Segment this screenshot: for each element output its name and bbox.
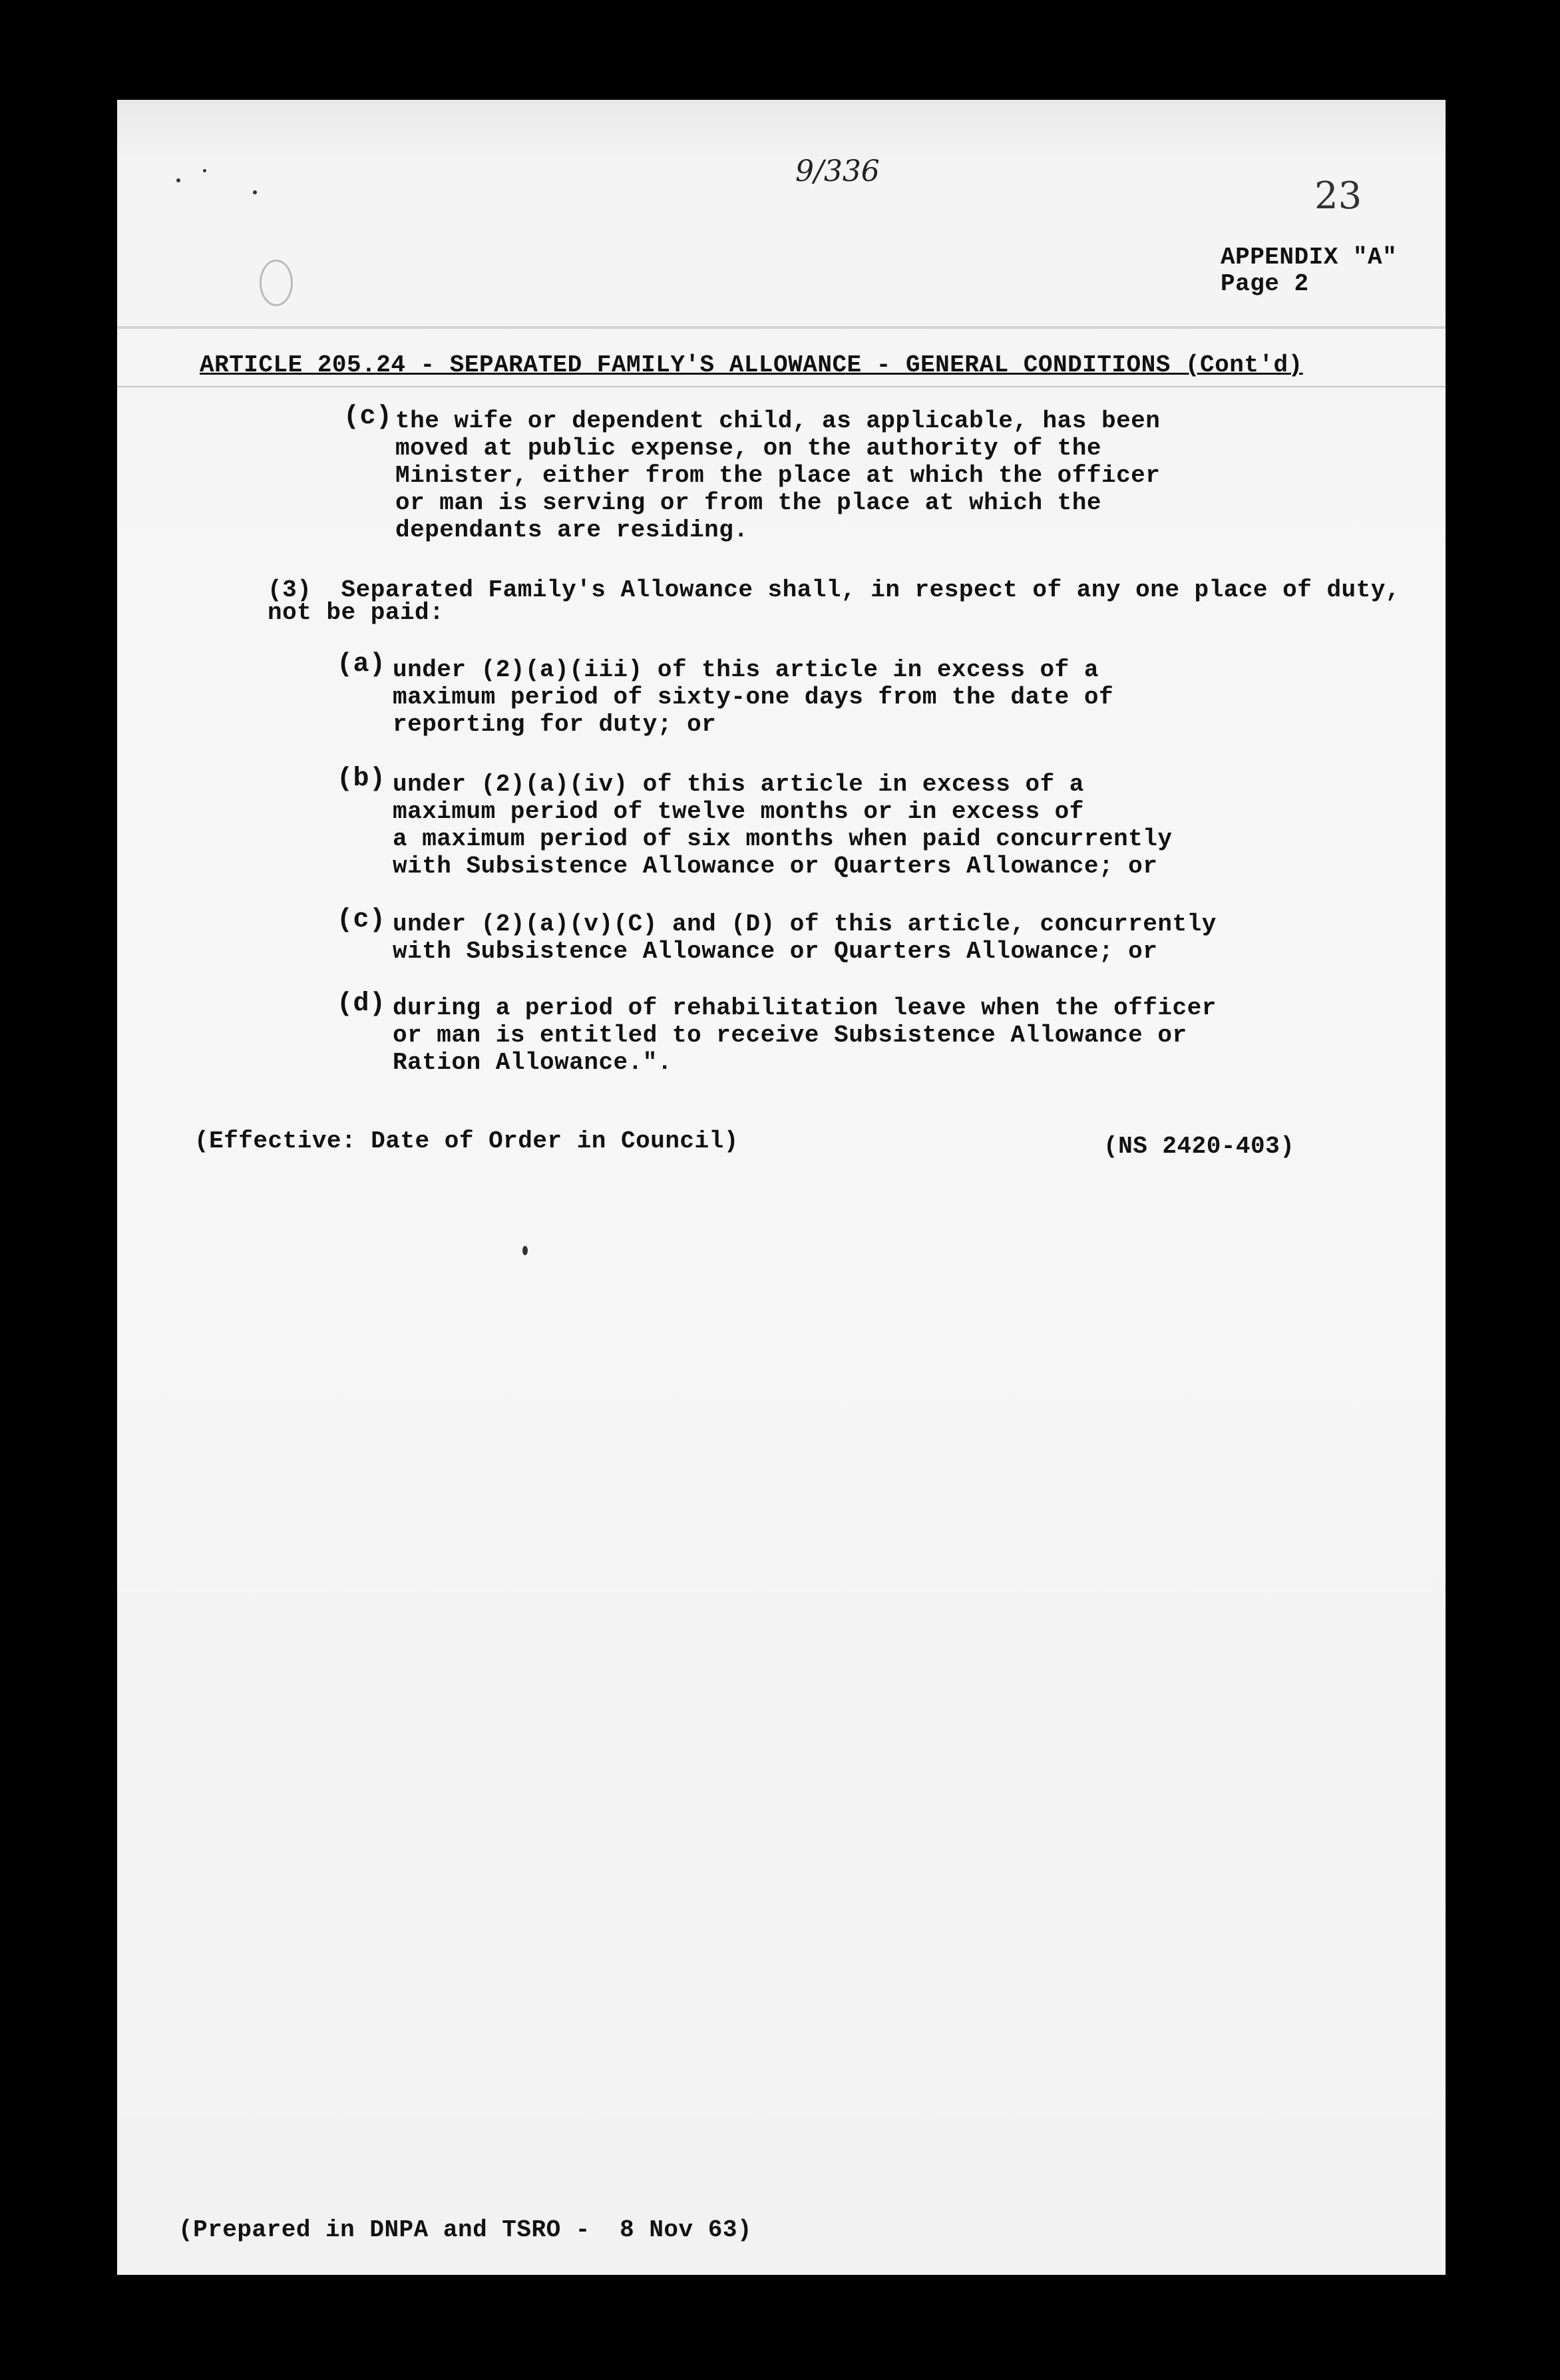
para-c-marker: (c)	[343, 402, 393, 432]
text-line: under (2)(a)(v)(C) and (D) of this article, concurrently	[393, 910, 1217, 938]
paper-crease	[117, 386, 1446, 387]
speck	[203, 169, 206, 172]
text-line: maximum period of sixty-one days from the date of	[393, 684, 1114, 711]
text-line: under (2)(a)(iv) of this article in excess of a	[393, 771, 1084, 798]
section-3-line1: (3) Separated Family's Allowance shall, in respect of any one place of duty,	[268, 576, 1400, 604]
section-3-line2: not be paid:	[268, 599, 445, 626]
article-heading: ARTICLE 205.24 - SEPARATED FAMILY'S ALLOWANCE - GENERAL CONDITIONS (Cont'd)	[200, 351, 1303, 379]
para-c-text	[395, 407, 1160, 544]
text-line: or man is entitled to receive Subsistence Allowance or	[393, 1022, 1187, 1049]
text-line: or man is serving or from the place at which the	[395, 489, 1101, 516]
item-a-text	[393, 656, 1113, 738]
appendix-label: APPENDIX "A"	[1221, 244, 1398, 271]
text-line: moved at public expense, on the authority of the	[395, 435, 1101, 462]
text-line: reporting for duty; or	[393, 711, 717, 738]
item-c-marker: (c)	[337, 905, 386, 935]
text-line: Ration Allowance.".	[393, 1049, 672, 1076]
handwritten-reference: 9/336	[795, 154, 880, 188]
speck	[253, 190, 257, 194]
text-line: maximum period of twelve months or in excess of	[393, 798, 1084, 825]
text-line: Minister, either from the place at which the officer	[395, 462, 1161, 489]
prepared-footer: (Prepared in DNPA and TSRO - 8 Nov 63)	[178, 2216, 753, 2244]
text-line: with Subsistence Allowance or Quarters Allowance; or	[393, 853, 1158, 880]
speck	[176, 178, 180, 182]
speck	[522, 1246, 528, 1255]
punch-hole	[260, 260, 293, 306]
text-line: under (2)(a)(iii) of this article in excess of a	[393, 656, 1099, 684]
item-b-marker: (b)	[337, 764, 386, 794]
item-d-text	[393, 994, 1217, 1076]
paper-fold	[117, 326, 1446, 329]
text-line: with Subsistence Allowance or Quarters Allowance; or	[393, 938, 1158, 965]
file-reference: (NS 2420-403)	[1103, 1133, 1295, 1160]
text-line: during a period of rehabilitation leave when the officer	[393, 994, 1217, 1022]
item-c-text	[393, 910, 1217, 965]
page-number: 23	[1314, 174, 1362, 218]
item-a-marker: (a)	[337, 650, 386, 680]
item-b-text	[393, 771, 1173, 880]
text-line: a maximum period of six months when paid concurrently	[393, 825, 1173, 853]
item-d-marker: (d)	[337, 989, 386, 1019]
effective-date: (Effective: Date of Order in Council)	[194, 1127, 739, 1155]
text-line: the wife or dependent child, as applicable, has been	[395, 407, 1161, 435]
text-line: dependants are residing.	[395, 516, 749, 544]
page-label: Page 2	[1221, 270, 1309, 298]
